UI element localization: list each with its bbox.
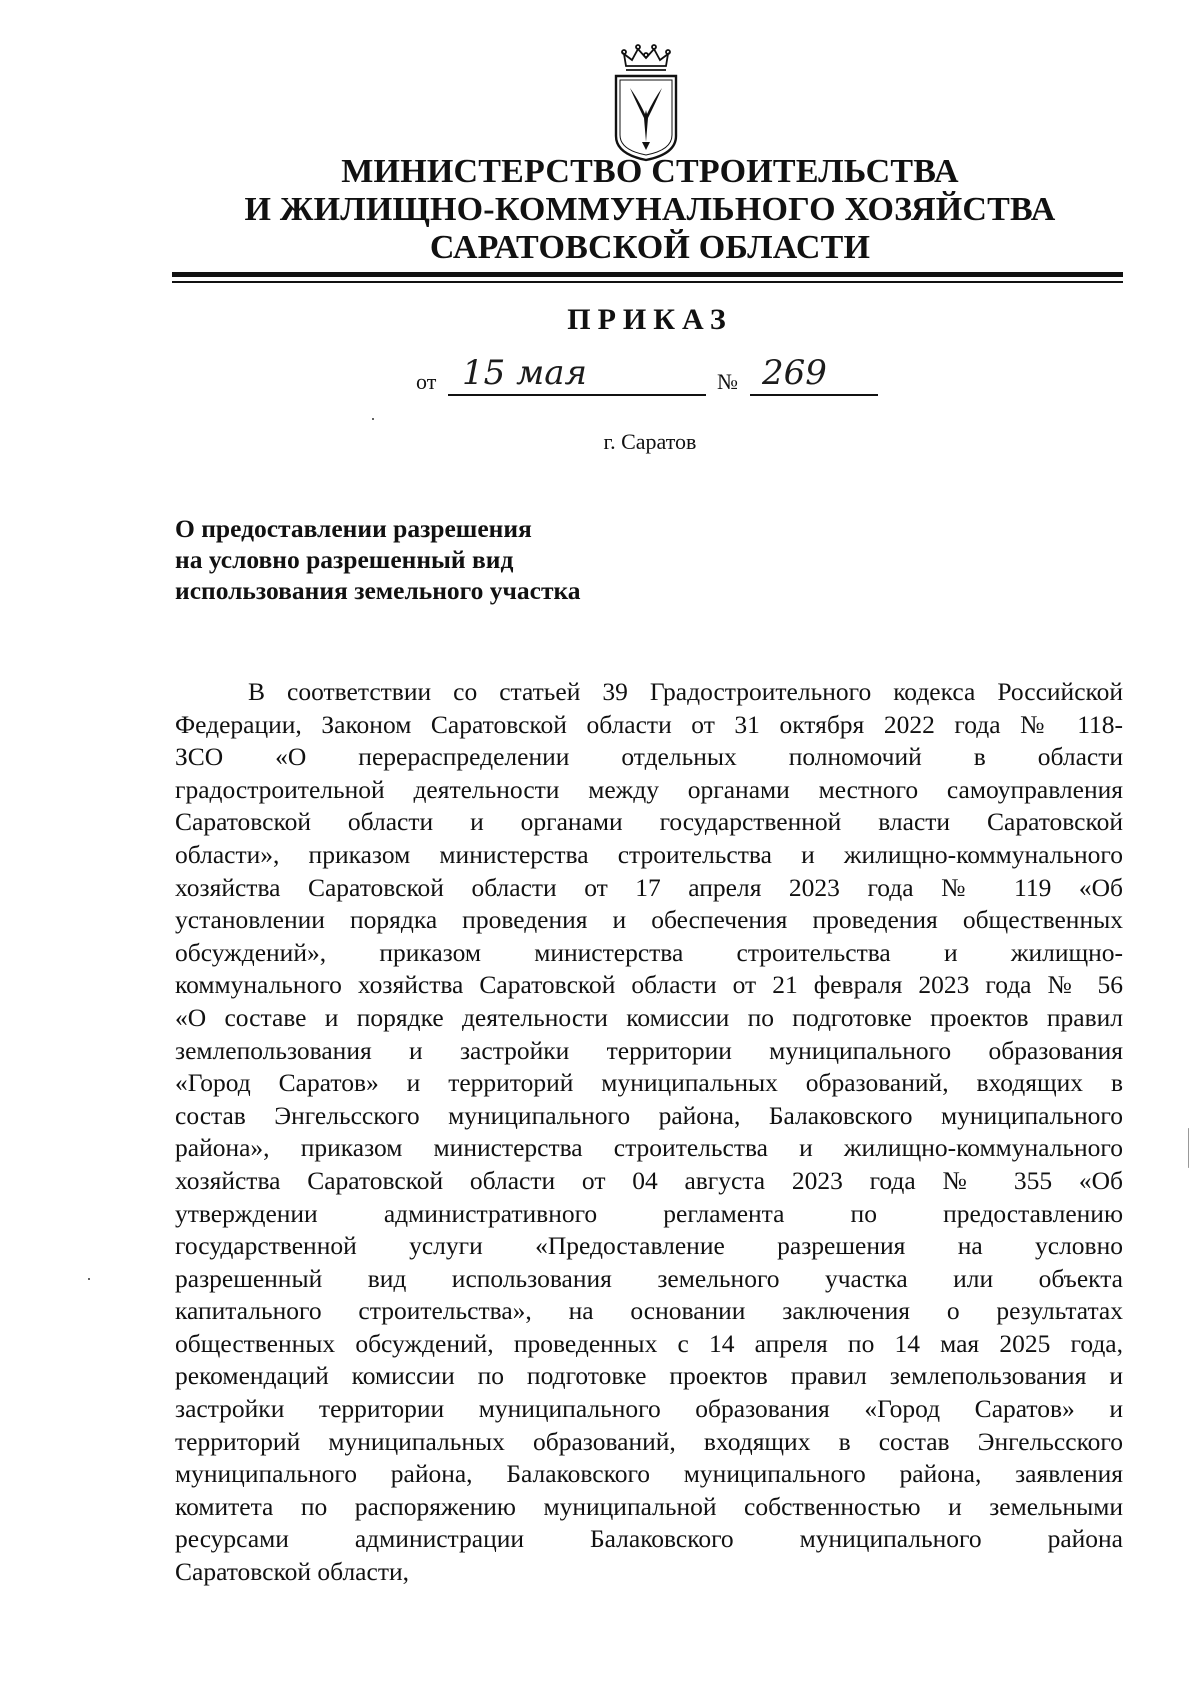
header-rule-thin	[172, 281, 1123, 283]
ministry-name-line-1: МИНИСТЕРСТВО СТРОИТЕЛЬСТВА	[341, 153, 959, 190]
body-line: области», приказом министерства строительства и жилищно-коммунального	[175, 839, 1123, 869]
body-line: муниципального района, Балаковского муниципального района, заявления	[175, 1459, 1123, 1489]
city-label: г. Саратов	[603, 429, 697, 454]
body-line: района», приказом министерства строительства и жилищно-коммунального	[175, 1133, 1123, 1163]
body-line: застройки территории муниципального образования «Город Саратов» и	[175, 1394, 1123, 1424]
body-line: градостроительной деятельности между органами местного самоуправления	[175, 774, 1123, 804]
body-line: Саратовской области,	[175, 1557, 409, 1587]
body-line: комитета по распоряжению муниципальной собственностью и земельными	[175, 1491, 1123, 1521]
number-prefix-label: №	[717, 369, 738, 394]
body-line: государственной услуги «Предоставление разрешения на условно	[175, 1231, 1123, 1261]
handwritten-date: 15 мая	[462, 353, 588, 393]
body-line: В соответствии со статьей 39 Градостроительного кодекса Российской	[248, 677, 1123, 706]
body-line: состав Энгельсского муниципального района, Балаковского муниципального	[175, 1100, 1123, 1130]
body-line: коммунального хозяйства Саратовской области от 21 февраля 2023 года № 56	[175, 970, 1123, 1000]
ministry-name-line-2: И ЖИЛИЩНО-КОММУНАЛЬНОГО ХОЗЯЙСТВА	[244, 191, 1056, 228]
body-line: разрешенный вид использования земельного участка или объекта	[175, 1263, 1123, 1293]
body-line: землепользования и застройки территории муниципального образования	[175, 1035, 1123, 1065]
body-line: ЗСО «О перераспределении отдельных полномочий в области	[175, 742, 1123, 772]
body-line: «Город Саратов» и территорий муниципальных образований, входящих в	[175, 1068, 1123, 1098]
body-line: рекомендаций комиссии по подготовке проектов правил землепользования и	[175, 1361, 1123, 1391]
date-prefix-label: от	[416, 369, 437, 394]
ministry-name-line-3: САРАТОВСКОЙ ОБЛАСТИ	[429, 229, 871, 266]
body-line: территорий муниципальных образований, входящих в состав Энгельсского	[175, 1426, 1123, 1456]
body-line: Федерации, Законом Саратовской области от 31 октября 2022 года № 118-	[175, 709, 1123, 739]
body-line: обсуждений», приказом министерства строительства и жилищно-	[175, 937, 1123, 967]
body-line: хозяйства Саратовской области от 04 августа 2023 года № 355 «Об	[175, 1165, 1123, 1195]
document-type-heading: ПРИКАЗ	[567, 303, 733, 336]
body-line: хозяйства Саратовской области от 17 апреля 2023 года № 119 «Об	[175, 872, 1123, 902]
order-title-line: использования земельного участка	[175, 576, 581, 605]
header-rule-thick	[172, 272, 1123, 277]
body-line: «О составе и порядке деятельности комиссии по подготовке проектов правил	[175, 1002, 1123, 1032]
body-line: ресурсами администрации Балаковского муниципального района	[175, 1524, 1123, 1554]
scan-edge-mark	[1188, 1128, 1189, 1168]
scan-speck	[88, 1278, 90, 1280]
body-line: Саратовской области и органами государственной власти Саратовской	[175, 807, 1123, 837]
body-line: утверждении административного регламента по предоставлению	[175, 1198, 1123, 1228]
number-underline	[750, 394, 878, 396]
body-text	[175, 676, 1123, 1589]
order-title-line: на условно разрешенный вид	[175, 545, 514, 574]
order-title-line: О предоставлении разрешения	[175, 514, 532, 543]
body-line: капитального строительства», на основании заключения о результатах	[175, 1296, 1123, 1326]
order-title	[175, 513, 581, 606]
body-line: общественных обсуждений, проведенных с 14 апреля по 14 мая 2025 года,	[175, 1328, 1123, 1358]
body-line: установлении порядка проведения и обеспечения проведения общественных	[175, 905, 1123, 935]
date-underline	[448, 394, 706, 396]
saratov-coat-of-arms-icon	[612, 44, 680, 164]
handwritten-number: 269	[762, 353, 827, 393]
scan-speck	[372, 418, 374, 420]
